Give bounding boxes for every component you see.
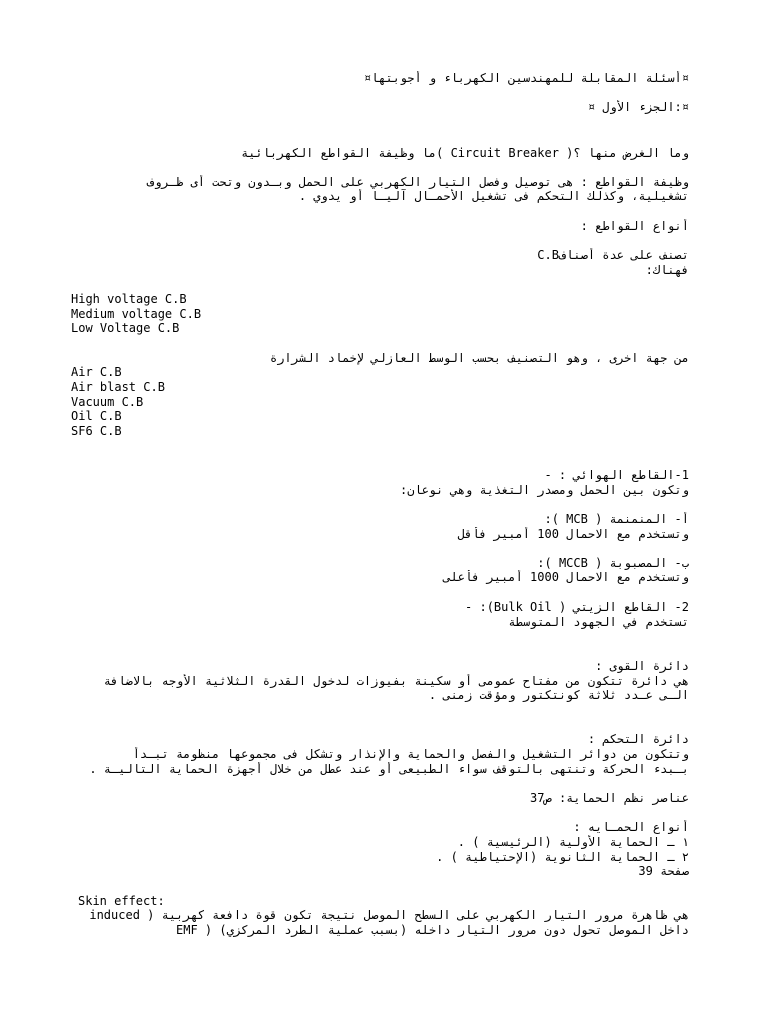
breaker-type-line: High voltage C.B [71, 292, 187, 306]
subheading: دائرة القوى : [595, 659, 689, 673]
subheading: أنواع الحمـايه : [573, 820, 689, 834]
question-line: وما الغرض منها ؟( Circuit Breaker )ما وظيفة القواطع الكهربائية [241, 146, 689, 160]
text-line: تصنف على عدة أصنافC.B [537, 248, 689, 262]
text-line: عناصر نظم الحماية: ص37 [530, 791, 689, 805]
text-line: وتستخدم مع الاحمال 100 أمبير فأقل [457, 527, 689, 541]
subheading: أنواع القواطع : [580, 219, 689, 233]
text-line: بـبدء الحركة وتنتهى بالتوقف سواء الطبيعى أو عند عطل من خلال أجهزة الحماية التاليـة . [89, 762, 689, 776]
text-line: هي دائرة تتكون من مفتاح عمومى أو سكينة بفيوزات لدخول القدرة الثلاثية الأوجه بالاضافة [103, 674, 689, 688]
text-line: وتستخدم مع الاحمال 1000 أمبير فأعلى [443, 570, 689, 584]
text-line: من جهة اخرى ، وهو التصنيف بحسب الوسط العازلي لإخماد الشرارة [269, 351, 689, 365]
list-item: ١ ـ الحماية الأولية (الرئيسية ) . [457, 835, 689, 849]
text-line: وتتكون من دوائر التشغيل والفصل والحماية والإنذار وتشكل فى مجموعها منظومة تبـدأ [132, 747, 689, 761]
text-line: تشغيلية، وكذلك التحكم فى تشغيل الأحمـال آليـا أو يدوي . [298, 189, 689, 203]
text-line: صفحة 39 [638, 864, 689, 878]
breaker-type-line: Air blast C.B [71, 380, 165, 394]
subheading: Skin effect: [78, 894, 165, 908]
breaker-type-line: Vacuum C.B [71, 395, 144, 409]
breaker-type-line: Oil C.B [71, 409, 122, 423]
text-line: وتكون بين الحمل ومصدر التغذية وهي نوعان: [400, 483, 689, 497]
text-line: أ- المنمنمة ( MCB ): [544, 512, 689, 526]
list-item: ٢ ـ الحماية الثانوية (الإحتياطية ) . [436, 850, 689, 864]
text-line: فهناك: [645, 263, 689, 277]
section-heading: ¤:الجزء الأول ¤ [587, 100, 689, 114]
text-line: هي ظاهرة مرور التيار الكهربي على السطح الموصل نتيجة تكون قوة دافعة كهربية ( induced [89, 908, 689, 922]
breaker-type-line: Medium voltage C.B [71, 307, 202, 321]
text-line: وظيفة القواطع : هى توصيل وفصل التيار الكهربي على الحمل وبـدون وتحت أى ظـروف [147, 175, 689, 189]
breaker-type-line: SF6 C.B [71, 424, 122, 438]
text-line: EMF ) داخل الموصل تحول دون مرور التيار داخله (بسبب عملية الطرد المركزي) [176, 923, 689, 937]
text-line: تستخدم في الجهود المتوسطة [508, 615, 689, 629]
subheading: 1-القاطع الهوائي : - [544, 468, 689, 482]
subheading: 2- القاطع الزيتي ( Bulk Oil): - [465, 600, 689, 614]
document-title: ¤أسئلة المقابلة للمهندسين الكهرباء و أجوبتها¤ [363, 71, 689, 85]
text-line: الـى عـدد ثلاثة كونتكتور ومؤقت زمنى . [428, 688, 689, 702]
breaker-type-line: Low Voltage C.B [71, 321, 180, 335]
breaker-type-line: Air C.B [71, 365, 122, 379]
subheading: دائرة التحكم : [587, 732, 689, 746]
text-line: ب- المصبوبة ( MCCB ): [537, 556, 689, 570]
